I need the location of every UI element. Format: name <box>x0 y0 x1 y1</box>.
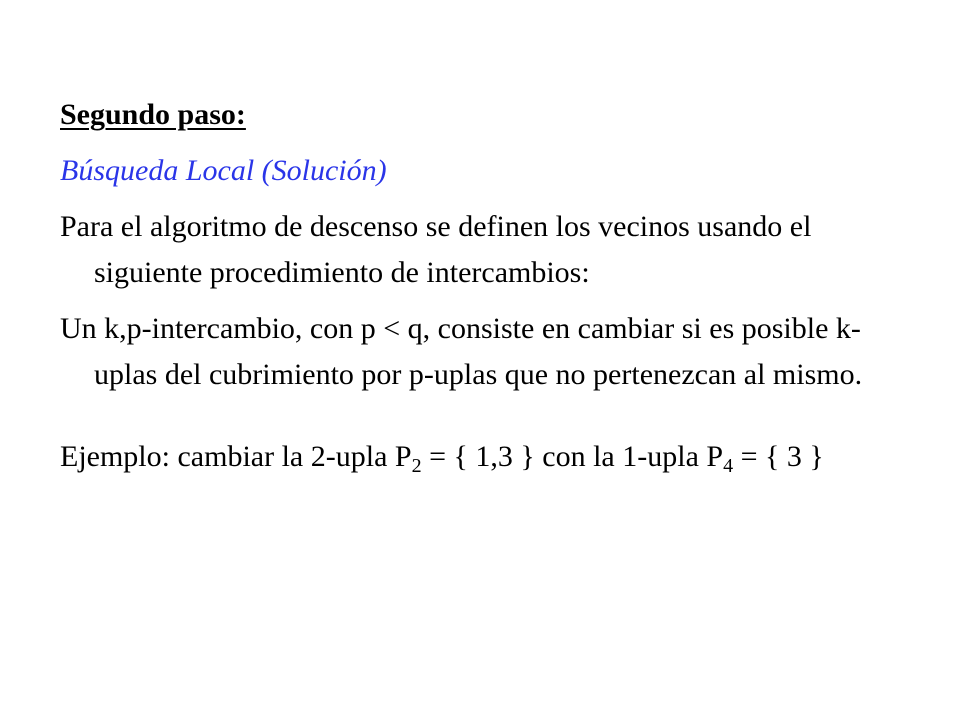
example-middle: = { 1,3 } con la 1-upla P <box>421 440 724 473</box>
paragraph-example <box>60 434 920 480</box>
slide-heading: Segundo paso: <box>60 98 246 131</box>
paragraph-neighbors: Para el algoritmo de descenso se definen los vecinos usando el siguiente procedimiento de intercambios: <box>60 210 812 289</box>
slide-subheading: Búsqueda Local (Solución) <box>60 154 387 187</box>
example-subscript-1: 2 <box>411 455 422 477</box>
example-subscript-2: 4 <box>723 455 734 477</box>
example-suffix: = { 3 } <box>733 440 824 473</box>
example-prefix: Ejemplo: cambiar la 2-upla P <box>60 440 412 473</box>
paragraph-exchange-definition: Un k,p-intercambio, con p < q, consiste en cambiar si es posible k-uplas del cubrimiento por p-uplas que no pertenezcan al mismo. <box>60 312 863 391</box>
